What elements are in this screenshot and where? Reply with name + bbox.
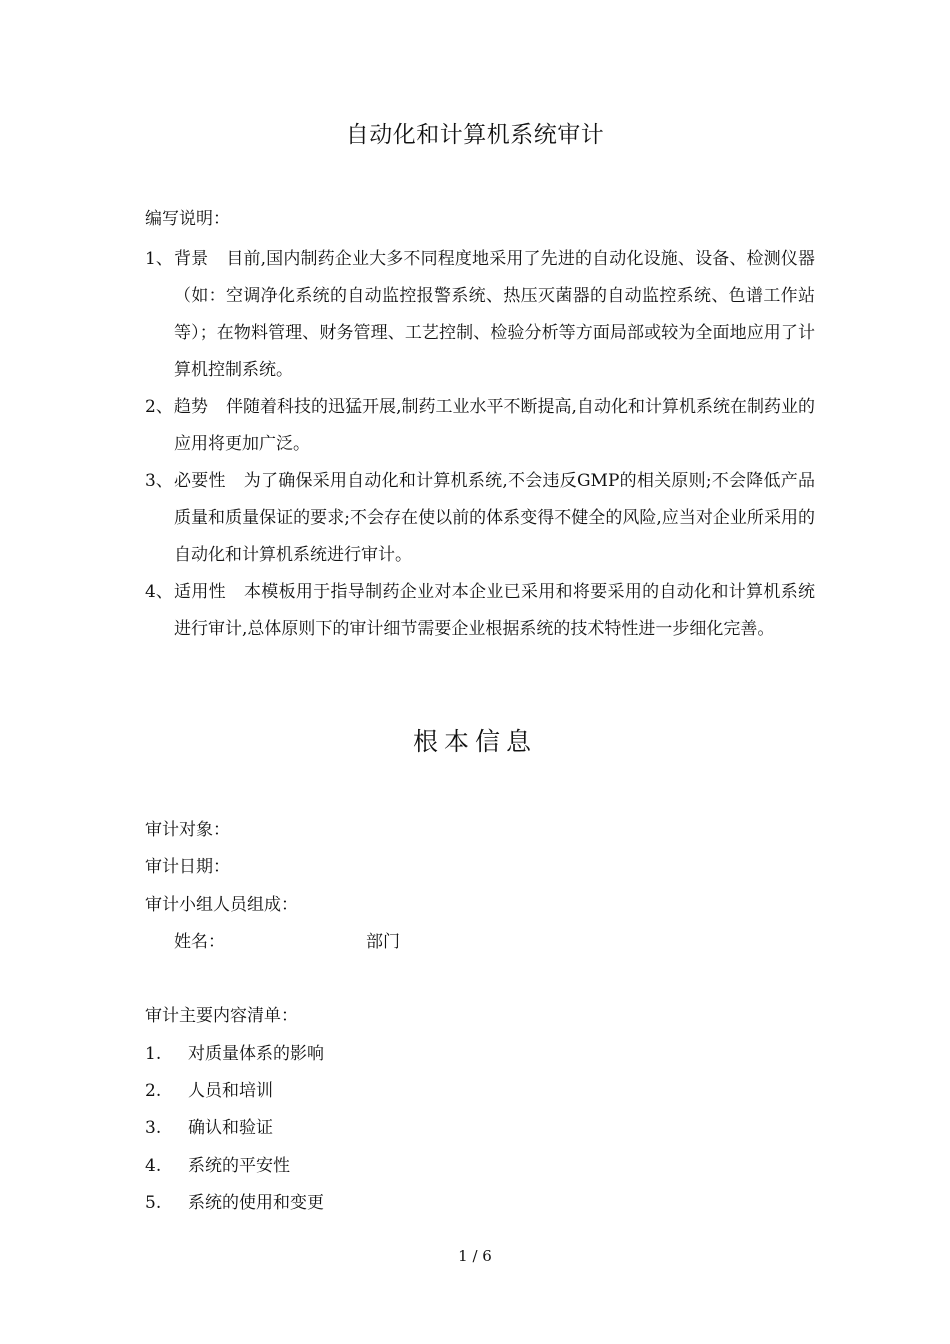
intro-item-heading: 背景 — [174, 249, 209, 269]
intro-item-number: 1、 — [145, 249, 173, 269]
intro-item-number: 4、 — [145, 582, 173, 602]
intro-item-number: 2、 — [145, 397, 173, 417]
intro-item-heading: 适用性 — [174, 582, 226, 602]
intro-item-necessity — [145, 463, 815, 574]
audit-team-label: 审计小组人员组成： — [145, 895, 298, 915]
intro-item-heading: 趋势 — [174, 397, 209, 417]
list-item-index: 4. — [145, 1156, 162, 1176]
list-item-text: 系统的使用和变更 — [188, 1193, 324, 1213]
list-item-text: 系统的平安性 — [188, 1156, 290, 1176]
department-label: 部门 — [366, 932, 400, 952]
page-number: 1 / 6 — [458, 1247, 492, 1265]
list-item-index: 3. — [145, 1118, 162, 1138]
list-item-text: 对质量体系的影响 — [188, 1044, 324, 1064]
list-item-text: 确认和验证 — [188, 1118, 273, 1138]
content-list-title: 审计主要内容清单： — [145, 1006, 298, 1026]
intro-item-text: 目前,国内制药企业大多不同程度地采用了先进的自动化设施、设备、检测仪器（如：空调净化系统的自动监控报警系统、热压灭菌器的自动监控系统、色谱工作站等）；在物料管理、财务管理、工艺控制、检验分析等方面局部或较为全面地应用了计算机控制系统。 — [174, 249, 815, 380]
intro-item-trend — [145, 389, 815, 463]
list-item-text: 人员和培训 — [188, 1081, 273, 1101]
name-label: 姓名： — [174, 932, 225, 952]
intro-item-heading: 必要性 — [174, 471, 226, 491]
document-title: 自动化和计算机系统审计 — [345, 122, 605, 148]
intro-item-background — [145, 241, 815, 389]
section-title-basic-info: 根本信息 — [412, 727, 537, 756]
audit-object-label: 审计对象： — [145, 820, 230, 840]
intro-label: 编写说明： — [145, 209, 230, 229]
intro-item-text: 伴随着科技的迅猛开展,制药工业水平不断提高,自动化和计算机系统在制药业的应用将更加广泛。 — [174, 397, 815, 454]
intro-item-text: 本模板用于指导制药企业对本企业已采用和将要采用的自动化和计算机系统进行审计,总体原则下的审计细节需要企业根据系统的技术特性进一步细化完善。 — [174, 582, 816, 639]
list-item-index: 1. — [145, 1044, 162, 1064]
list-item-index: 2. — [145, 1081, 162, 1101]
intro-item-applicability — [145, 574, 815, 648]
intro-item-text: 为了确保采用自动化和计算机系统,不会违反GMP的相关原则;不会降低产品质量和质量保证的要求;不会存在使以前的体系变得不健全的风险,应当对企业所采用的自动化和计算机系统进行审计。 — [174, 471, 816, 565]
audit-date-label: 审计日期： — [145, 857, 230, 877]
intro-item-number: 3、 — [145, 471, 173, 491]
list-item-index: 5. — [145, 1193, 162, 1213]
